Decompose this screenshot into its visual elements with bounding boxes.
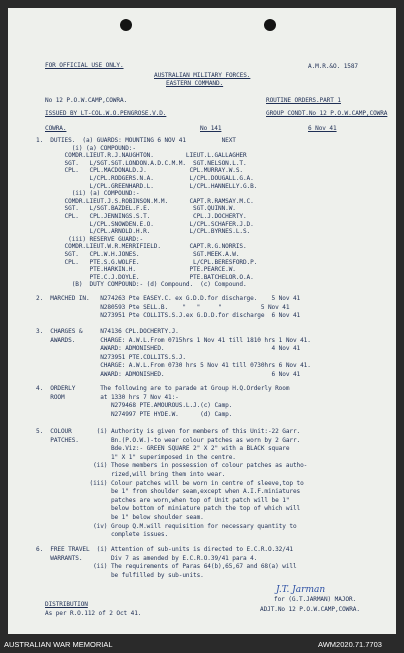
text-line: CPL. PTE.S.G.WOLFE. L/CPL.BERESFORD.P. [36, 258, 258, 266]
punch-hole-right [264, 19, 276, 31]
text-line: L/CPL.SNOWDEN.E.O. L/CPL.SCHAFER.J.D. [36, 220, 254, 228]
text-line: 4. ORDERLY The following are to parade at Group H.Q.Orderly Room [36, 385, 290, 392]
text-line: COMDR.LIEUT.R.J.NAUGHTON. LIEUT.L.GALLAGHER [36, 152, 247, 160]
text-line: AWARDS. CHARGE: A.W.L.From 0715hrs 1 Nov 41 till 1810 hrs 1 Nov 41. [36, 336, 311, 344]
text-line: below bottom of miniature patch the top of which will [36, 505, 301, 513]
order-number: No 141 [200, 125, 222, 132]
text-line: complete issues. [36, 531, 169, 539]
text-line: 1" X 1" superimposed in the centre. [36, 453, 236, 461]
distribution-text: As per R.O.112 of 2 Oct 41. [45, 610, 142, 617]
text-line: ROOM at 1330 hrs 7 Nov 41:- [36, 393, 179, 401]
text-line: SGT. L/SGT.SGT.LONDON.A.D.C.M.M. SGT.NELSON.L.T. [36, 159, 247, 167]
place: COWRA. [45, 125, 67, 132]
handwritten-signature: J.T. Jarman [276, 585, 326, 595]
text-line: be 1" below shoulder seam. [36, 514, 204, 521]
distribution-title: DISTRIBUTION [45, 601, 88, 608]
text-line: COMDR.LIEUT.W.R.MERRIFIELD. CAPT.R.G.NORRIS. [36, 243, 247, 251]
text-line: 1. DUTIES. (a) GUARDS: MOUNTING 6 NOV 41 NEXT [36, 137, 236, 144]
footer-accession: AWM2020.71.7703 [318, 640, 382, 649]
order-date: 6 Nov 41 [308, 125, 337, 132]
punch-hole-left [120, 19, 132, 31]
text-line: L/CPL.ARNOLD.H.R. L/CPL.BYRNES.L.S. [36, 228, 251, 236]
text-line: (ii) The requirements of Paras 64(b),65,67 and 68(a) will [36, 563, 297, 571]
issued-by: ISSUED BY LT-COL.W.O.PENGROSE.V.D. [45, 110, 167, 117]
text-line: CPL. CPL.JENNINGS.S.T. CPL.J.DOCHERTY. [36, 213, 247, 220]
text-line: (iii) RESERVE GUARD:- [36, 235, 144, 243]
text-line: (iv) Group Q.M.will requisition for necessary quantity to [36, 522, 297, 530]
text-line: (iii) Colour patches will be worn in centre of sleeve,top to [36, 479, 304, 487]
text-line: PATCHES. Bn.(P.O.W.)-to wear colour patches as worn by 2 Garr. [36, 436, 301, 444]
text-line: PTE.HARKIN.H. PTE.PEARCE.W. [36, 266, 236, 274]
text-line: 6. FREE TRAVEL (i) Attention of sub-units is directed to E.C.R.O.32/41 [36, 546, 293, 553]
text-line: N280593 Pte SELL.B. " " " 5 Nov 41 [36, 303, 290, 311]
text-line: L/CPL.GREENHARD.L. L/CPL.HANNELLY.G.B. [36, 182, 258, 190]
text-line: (B) DUTY COMPOUND:- (d) Compound. (c) Compound. [36, 281, 247, 289]
text-line: WARRANTS. Div 7 as amended by E.C.R.O.39/41 para 4. [36, 554, 258, 562]
reference-number: A.M.R.&O. 1587 [308, 63, 358, 70]
signature-adjt: ADJT.No 12 P.O.W.CAMP,COWRA. [260, 606, 360, 613]
text-line: 3. CHARGES & N74136 CPL.DOCHERTY.J. [36, 328, 179, 335]
archive-footer [0, 636, 404, 653]
command-title: EASTERN COMMAND. [166, 80, 224, 87]
text-line: AWARD: ADMONISHED. 6 Nov 41 [36, 370, 301, 378]
group-commandant: GROUP CONDT.No 12 P.O.W.CAMP,COWRA [266, 110, 388, 117]
text-line: SGT. CPL.W.H.JONES. SGT.MEEK.A.W. [36, 251, 240, 258]
text-line: patches are worn,when top of Unit patch will be 1" [36, 496, 290, 504]
text-line: CPL. CPL.MACDONALD.J. CPL.MURRAY.W.S. [36, 167, 243, 175]
text-line: L/CPL.RODGERS.N.A. L/CPL.DOUGALL.G.A. [36, 175, 254, 182]
text-line: N273951 PTE.COLLITS.S.J. [36, 353, 186, 361]
text-line: CHARGE: A.W.L.From 0730 hrs 5 Nov 41 till 0730hrs 6 Nov 41. [36, 362, 311, 369]
text-line: PTE.C.J.DOYLE. PTE.BATCHELOR.O.A. [36, 273, 254, 281]
text-line: SGT. L/SGT.BAZDEL.F.E. SGT.QUINN.W. [36, 205, 236, 213]
text-line: N279468 PTE.AMOUROUS.L.J.(c) Camp. [36, 402, 233, 409]
text-line: (ii) (a) COMPOUND:- [36, 190, 140, 198]
footer-institution: AUSTRALIAN WAR MEMORIAL [4, 640, 113, 649]
orders-title: ROUTINE ORDERS.PART 1 [266, 97, 341, 104]
text-line: COMDR.LIEUT.J.S.ROBINSON.M.M. CAPT.R.RAMSAY.M.C. [36, 197, 254, 205]
text-line: be fulfilled by sub-units. [36, 571, 204, 579]
camp-name: No 12 P.O.W.CAMP,COWRA. [45, 97, 128, 104]
text-line: be 1" from shoulder seam,except when A.I.F.miniatures [36, 488, 301, 496]
text-line: (ii) Those members in possession of colour patches as autho- [36, 462, 308, 470]
text-line: N274997 PTE HYDE.W. (d) Camp. [36, 410, 233, 418]
forces-title: AUSTRALIAN MILITARY FORCES. [154, 72, 251, 79]
document-page [8, 8, 396, 634]
text-line: 2. MARCHED IN. N274263 Pte EASEY.C. ex G.D.D.for discharge. 5 Nov 41 [36, 295, 301, 302]
text-line: AWARD: ADMONISHED. 4 Nov 41 [36, 345, 301, 352]
text-line: rized,will bring them into wear. [36, 471, 226, 478]
text-line: (i) (a) COMPOUND:- [36, 144, 136, 152]
signature-for: for (G.T.JARMAN) MAJOR. [274, 596, 357, 603]
text-line: 5. COLOUR (i) Authority is given for members of this Unit:-22 Garr. [36, 428, 301, 435]
official-use-label: FOR OFFICIAL USE ONLY. [45, 62, 124, 69]
text-line: N273951 Pte COLLITS.S.J.ex G.D.D.for discharge 6 Nov 41 [36, 312, 301, 319]
text-line: Bde.Viz:- GREEN SQUARE 2" X 2" with a BLACK square [36, 445, 290, 453]
